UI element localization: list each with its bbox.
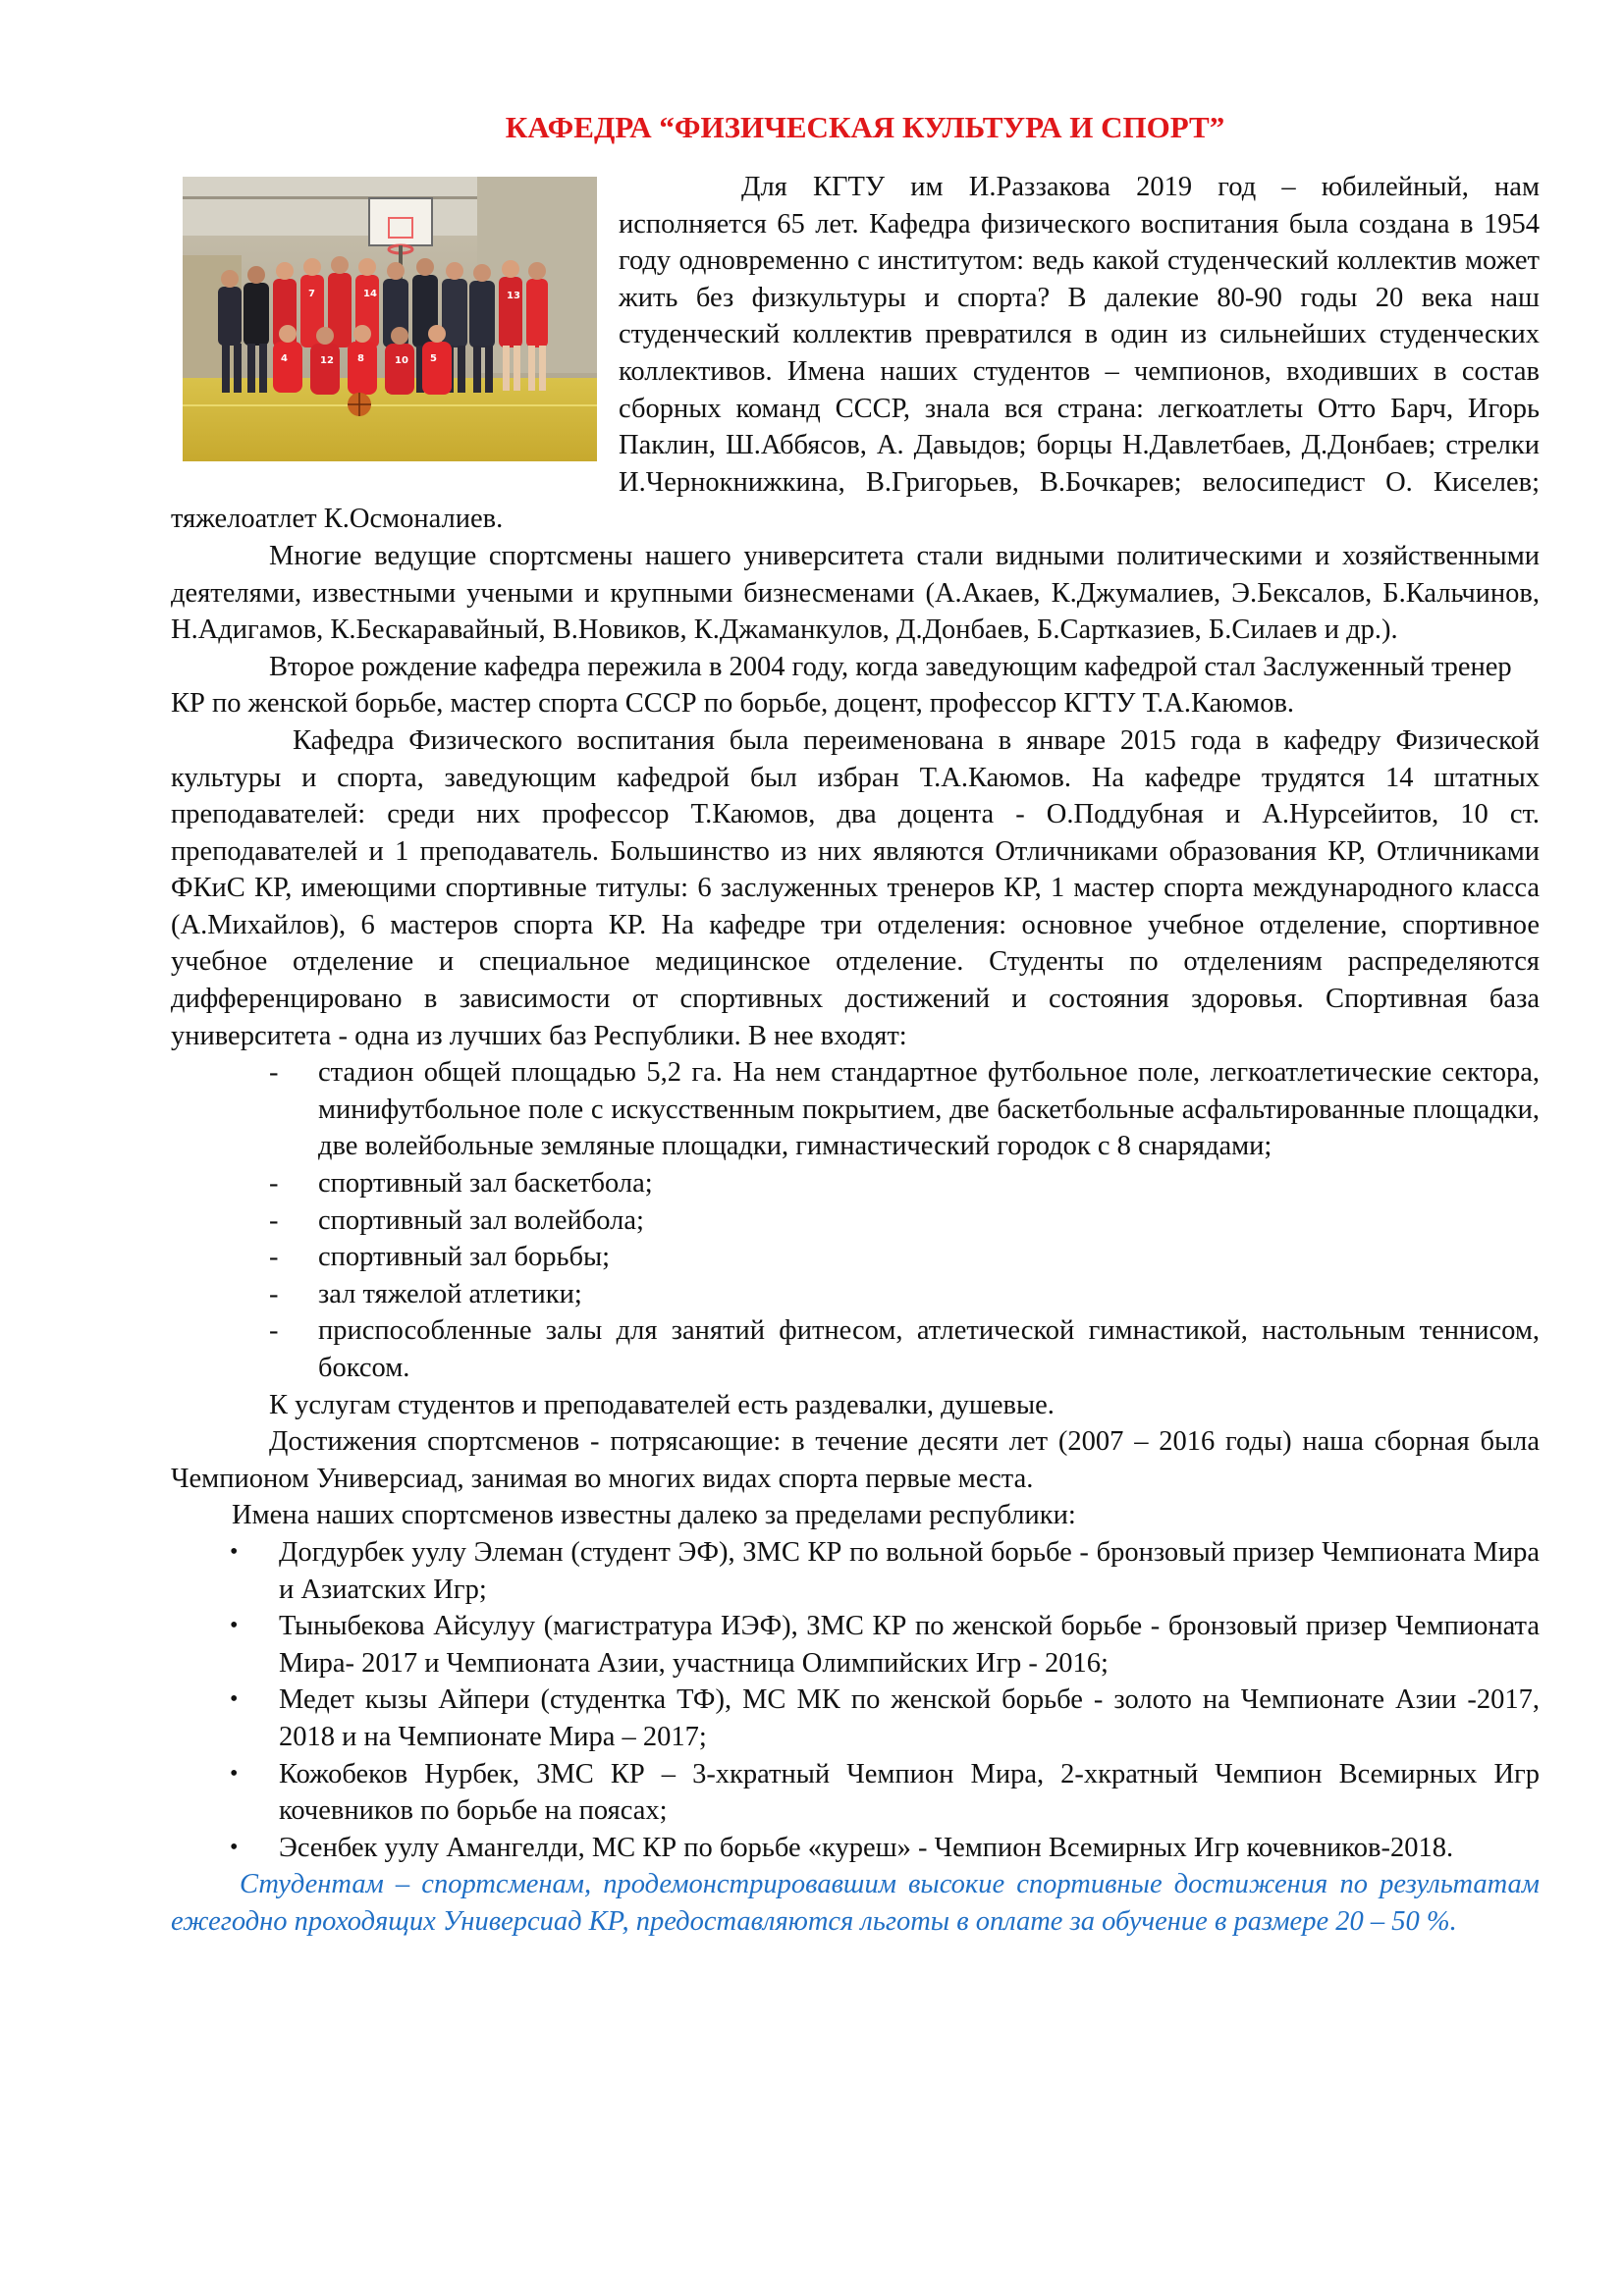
team-photo — [183, 177, 597, 461]
paragraph-athletes-intro: Имена наших спортсменов известны далеко за пределами республики: — [232, 1500, 1076, 1531]
list-item: - спортивный зал борьбы; — [269, 1242, 611, 1273]
athletes-list — [171, 1534, 1540, 1866]
document-page — [171, 108, 1540, 1941]
list-item: • Медет кызы Айпери (студентка ТФ), МС МК по женской борьбе - золото на Чемпионате Азии -2017, 2018 и на Чемпионате Мира – 2017; — [230, 1684, 1540, 1752]
paragraph-second-birth: Второе рождение кафедра пережила в 2004 году, когда заведующим кафедрой стал Заслуженный тренер КР по женской борьбе, мастер спорта СССР по борьбе, доцент, профессор КГТУ Т.А.Каюмов. — [171, 651, 1512, 720]
benefits-note: Студентам – спортсменам, продемонстрировавшим высокие спортивные достижения по результатам ежегодно проходящих Универсиад КР, предоставляются льготы в оплате за обучение в размере 20 – 50 %. — [171, 1869, 1540, 1937]
paragraph-achievements: Достижения спортсменов - потрясающие: в течение десяти лет (2007 – 2016 годы) наша сборная была Чемпионом Универсиад, занимая во многих видах спорта первые места. — [171, 1426, 1540, 1494]
list-item: • Тыныбекова Айсулуу (магистратура ИЭФ), ЗМС КР по женской борьбе - бронзовый призер Чемпионата Мира- 2017 и Чемпионата Азии, участница Олимпийских Игр - 2016; — [230, 1611, 1540, 1679]
list-item: - зал тяжелой атлетики; — [269, 1278, 582, 1309]
svg-text:4: 4 — [281, 353, 288, 364]
list-item: - приспособленные залы для занятий фитнесом, атлетической гимнастикой, настольным теннисом, боксом. — [269, 1315, 1540, 1383]
svg-text:7: 7 — [308, 289, 315, 299]
facilities-list — [171, 1054, 1540, 1386]
paragraph-amenities: К услугам студентов и преподавателей есть раздевалки, душевые. — [269, 1389, 1055, 1420]
svg-text:10: 10 — [395, 355, 408, 366]
svg-text:12: 12 — [320, 355, 334, 366]
team-photo-image — [183, 177, 597, 461]
list-item: - стадион общей площадью 5,2 га. На нем стандартное футбольное поле, легкоатлетические сектора, минифутбольное поле с искусственным покрытием, две баскетбольные асфальтированные площадки, две волейбольные земляные площадки, гимнастический городок с 8 снарядами; — [269, 1057, 1540, 1162]
list-item: • Эсенбек уулу Амангелди, МС КР по борьбе «куреш» - Чемпион Всемирных Игр кочевников-2018. — [230, 1832, 1454, 1863]
svg-text:8: 8 — [357, 353, 364, 364]
paragraph-notable-graduates: Многие ведущие спортсмены нашего университета стали видными политическими и хозяйственными деятелями, известными учеными и крупными бизнесменами (А.Акаев, К.Джумалиев, Э.Бексалов, Б.Кальчинов, Н.Адигамов, К.Бескаравайный, В.Новиков, К.Джаманкулов, Д.Донбаев, Б.Сарткaзиев, Б.Силаев и др.). — [171, 540, 1540, 646]
list-item: • Кожобеков Нурбек, ЗМС КР – 3-хкратный Чемпион Мира, 2-хкратный Чемпион Всемирных Игр кочевников по борьбе на поясах; — [230, 1758, 1540, 1827]
paragraph-department-staff: Кафедра Физического воспитания была переименована в январе 2015 года в кафедру Физической культуры и спорта, заведующим кафедрой был избран Т.А.Каюмов. На кафедре трудятся 14 штатных преподавателей: среди них профессор Т.Каюмов, два доцента - О.Поддубная и А.Нурсейитов, 10 ст. преподавателей и 1 преподаватель. Большинство из них являются Отличниками образования КР, Отличниками ФКиС КР, имеющими спортивные титулы: 6 заслуженных тренеров КР, 1 мастер спорта международного класса (А.Михайлов), 6 мастеров спорта КР. На кафедре три отделения: основное учебное отделение, спортивное учебное отделение и специальное медицинское отделение. Студенты по отделениям распределяются дифференцировано в зависимости от спортивных достижений и состояния здоровья. Спортивная база университета - одна из лучших баз Республики. В нее входят: — [171, 724, 1540, 1051]
svg-text:14: 14 — [363, 289, 377, 299]
intro-paragraph: Для КГТУ им И.Раззакова 2019 год – юбилейный, нам исполняется 65 лет. Кафедра физического воспитания была создана в 1954 году одновременно с институтом: ведь какой студенческий коллектив может жить без физкультуры и спорта? В далекие 80-90 годы 20 века наш студенческий коллектив превратился в один из сильнейших студенческих коллективов. Имена наших студентов – чемпионов, входивших в состав сборных команд СССР, знала вся страна: легкоатлеты Отто Барч, Игорь Паклин, Ш.Аббясов, А. Давыдов; борцы Н.Давлетбаев, Д.Донбаев; стрелки И.Чернокнижкина, В.Григорьев, В.Бочкарев; велосипедист О. Киселев; тяжелоатлет К.Осмоналиев. — [171, 172, 1540, 535]
page-title: КАФЕДРА “ФИЗИЧЕСКАЯ КУЛЬТУРА И СПОРТ” — [505, 110, 1225, 144]
svg-text:13: 13 — [507, 291, 520, 301]
list-item: • Догдурбек уулу Элеман (студент ЭФ), ЗМС КР по вольной борьбе - бронзовый призер Чемпионата Мира и Азиатских Игр; — [230, 1536, 1540, 1605]
list-item: - спортивный зал волейбола; — [269, 1204, 644, 1236]
svg-text:5: 5 — [430, 353, 437, 364]
list-item: - спортивный зал баскетбола; — [269, 1168, 653, 1200]
